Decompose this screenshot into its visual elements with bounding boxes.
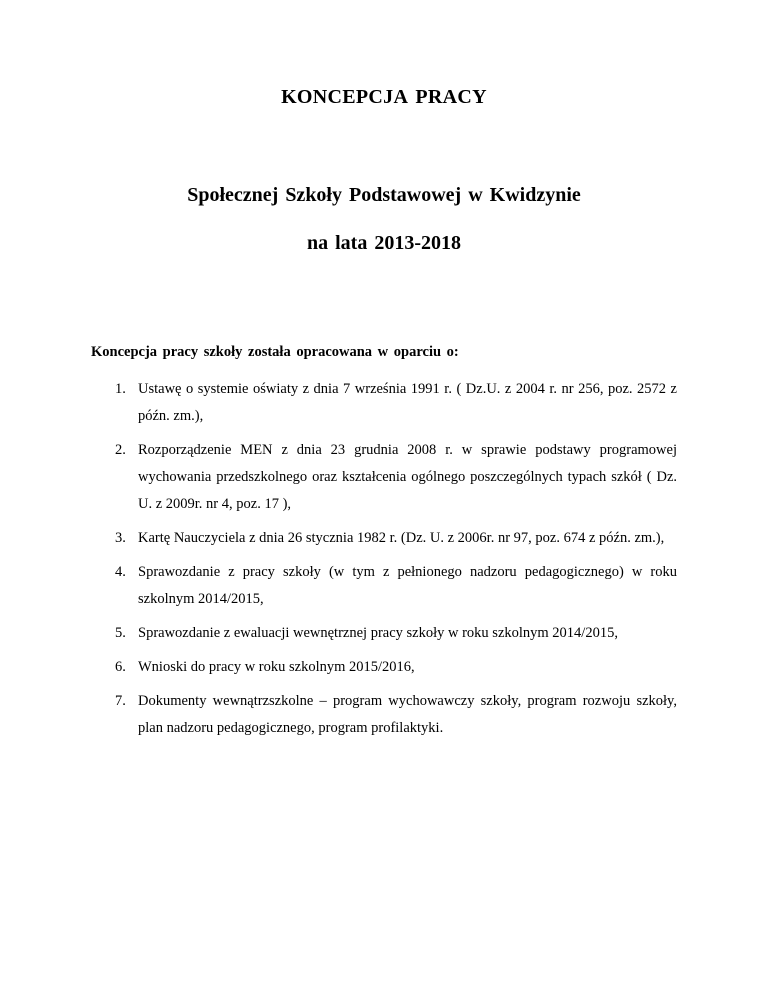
list-item	[91, 525, 677, 552]
list-item	[91, 620, 677, 647]
list-text: Dokumenty wewnątrzszkolne – program wychowawczy szkoły, program rozwoju szkoły, plan nadzoru pedagogicznego, program profilaktyki.	[138, 693, 677, 736]
list-text: Rozporządzenie MEN z dnia 23 grudnia 2008 r. w sprawie podstawy programowej wychowania przedszkolnego oraz kształcenia ogólnego poszczególnych typach szkół ( Dz. U. z 2009r. nr 4, poz. 17 ),	[138, 442, 677, 512]
list-item	[91, 654, 677, 681]
list-text: Sprawozdanie z pracy szkoły (w tym z pełnionego nadzoru pedagogicznego) w roku szkolnym 2014/2015,	[138, 564, 677, 607]
list-number: 2.	[115, 442, 126, 458]
list-number: 7.	[115, 693, 126, 709]
list-item	[91, 688, 677, 742]
basis-intro: Koncepcja pracy szkoły została opracowana w oparciu o:	[91, 344, 459, 360]
list-item	[91, 376, 677, 430]
list-text: Sprawozdanie z ewaluacji wewnętrznej pracy szkoły w roku szkolnym 2014/2015,	[138, 625, 618, 641]
list-text: Wnioski do pracy w roku szkolnym 2015/2016,	[138, 659, 415, 675]
document-title: KONCEPCJA PRACY	[281, 86, 487, 108]
school-name: Społecznej Szkoły Podstawowej w Kwidzynie	[187, 184, 581, 206]
list-number: 6.	[115, 659, 126, 675]
list-number: 5.	[115, 625, 126, 641]
basis-list	[91, 376, 677, 749]
list-item	[91, 559, 677, 613]
list-number: 1.	[115, 381, 126, 397]
list-number: 3.	[115, 530, 126, 546]
period-line: na lata 2013-2018	[307, 232, 461, 254]
list-text: Ustawę o systemie oświaty z dnia 7 września 1991 r. ( Dz.U. z 2004 r. nr 256, poz. 2572 z późn. zm.),	[138, 381, 677, 424]
list-text: Kartę Nauczyciela z dnia 26 stycznia 1982 r. (Dz. U. z 2006r. nr 97, poz. 674 z późn. zm.),	[138, 530, 665, 546]
list-item	[91, 437, 677, 518]
list-number: 4.	[115, 564, 126, 580]
